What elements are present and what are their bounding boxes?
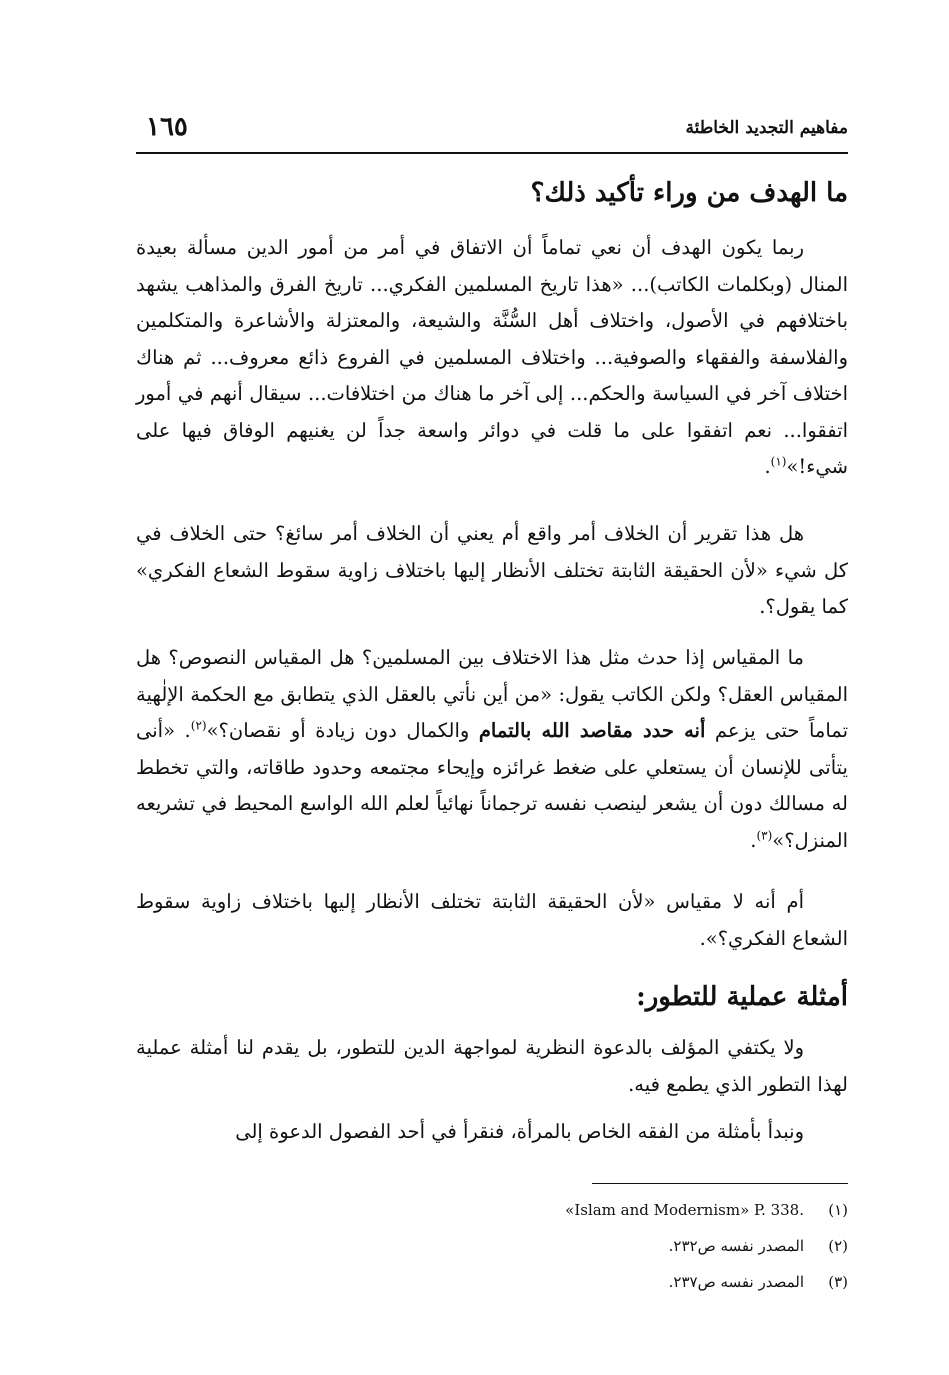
paragraph-women-fiqh: ونبدأ بأمثلة من الفقه الخاص بالمرأة، فنقرأ في أحد الفصول الدعوة إلى [235, 1120, 804, 1143]
paragraph-criterion-bold: أنه حدد مقاصد الله بالتمام [478, 719, 706, 742]
running-header [136, 108, 848, 154]
paragraph-goal-text: ربما يكون الهدف أن نعي تماماً أن الاتفاق في أمر من أمور الدين مسألة بعيدة المنال (وبكلمات الكاتب)... «هذا تاريخ المسلمين الفكري... تاريخ الفرق والمذاهب يشهد باختلافهم في الأصول، واختلاف أهل السُّنَّة والشيعة، والمعتزلة والأشاعرة والمتكلمين والفلاسفة والفقهاء والصوفية... واختلاف المسلمين في الفروع ذائع معروف... ثم هناك اختلاف آخر في السياسة والحكم... إلى آخر ما هناك من اختلافات... سيقال أنهم في أمور اتفقوا... نعم اتفقوا على ما قلت في دوائر واسعة جداً لن يغنيهم الوفاق فيها على شيء!» [136, 236, 848, 478]
paragraph-criterion [136, 640, 848, 859]
paragraph-criterion-text-a: ما المقياس إذا حدث مثل هذا الاختلاف بين المسلمين؟ هل المقياس النصوص؟ هل المقياس العقل؟ ولكن الكاتب يقول: «من أين نأتي بالعقل الذي يتطابق مع الحكمة الإلٰهية تماماً حتى يزعم [136, 646, 848, 742]
paragraph-criterion-text-c: . «أنى يتأتى للإنسان أن يستعلي على ضغط غرائزه وإيحاء مجتمعه وحدود طاقاته، والتي تخطط له مسالك دون أن يشعر لينصب نفسه ترجماناً نهائياً لعلم الله الواسع المحيط في تشريعه المنزل؟» [136, 719, 848, 852]
section-heading-goal: ما الهدف من وراء تأكيد ذلك؟ [530, 178, 848, 208]
footnote-3 [136, 1268, 848, 1304]
paragraph-criterion-text-b: والكمال دون زيادة أو نقصان؟» [206, 719, 470, 742]
paragraph-criterion-end: . [750, 828, 757, 852]
footnote-ref-1: (١) [770, 454, 787, 469]
footnote-1 [136, 1196, 848, 1232]
section-heading-examples: أمثلة عملية للتطور: [636, 982, 848, 1012]
footnote-text: المصدر نفسه ص٢٣٧. [668, 1273, 804, 1291]
paragraph-disagreement: هل هذا تقرير أن الخلاف أمر واقع أم يعني أن الخلاف أمر سائغ؟ حتى الخلاف في كل شيء «لأن الحقيقة الثابتة تختلف الأنظار إليها باختلاف زاوية سقوط الشعاع الفكري» كما يقول؟. [136, 522, 848, 618]
footnote-2 [136, 1232, 848, 1268]
footnote-number: (١) [828, 1201, 848, 1219]
footnote-divider [592, 1183, 848, 1184]
footnote-ref-2: (٢) [190, 718, 207, 733]
footnote-number: (٢) [828, 1237, 848, 1255]
paragraph-no-criterion: أم أنه لا مقياس «لأن الحقيقة الثابتة تختلف الأنظار إليها باختلاف زاوية سقوط الشعاع الفكري؟». [136, 890, 848, 950]
footnote-text: «Islam and Modernism» P. 338. [565, 1201, 804, 1219]
paragraph-examples: ولا يكتفي المؤلف بالدعوة النظرية لمواجهة الدين للتطور، بل يقدم لنا أمثلة عملية لهذا التطور الذي يطمع فيه. [136, 1036, 848, 1096]
paragraph-goal-end: . [764, 455, 771, 478]
page-number: ١٦٥ [146, 112, 188, 142]
footnote-ref-3: (٣) [756, 828, 773, 842]
footnotes [136, 1196, 848, 1304]
running-title: مفاهيم التجديد الخاطئة [685, 118, 848, 138]
paragraph-goal [136, 230, 848, 486]
footnote-text: المصدر نفسه ص٢٣٢. [668, 1237, 804, 1255]
footnote-number: (٣) [828, 1273, 848, 1291]
